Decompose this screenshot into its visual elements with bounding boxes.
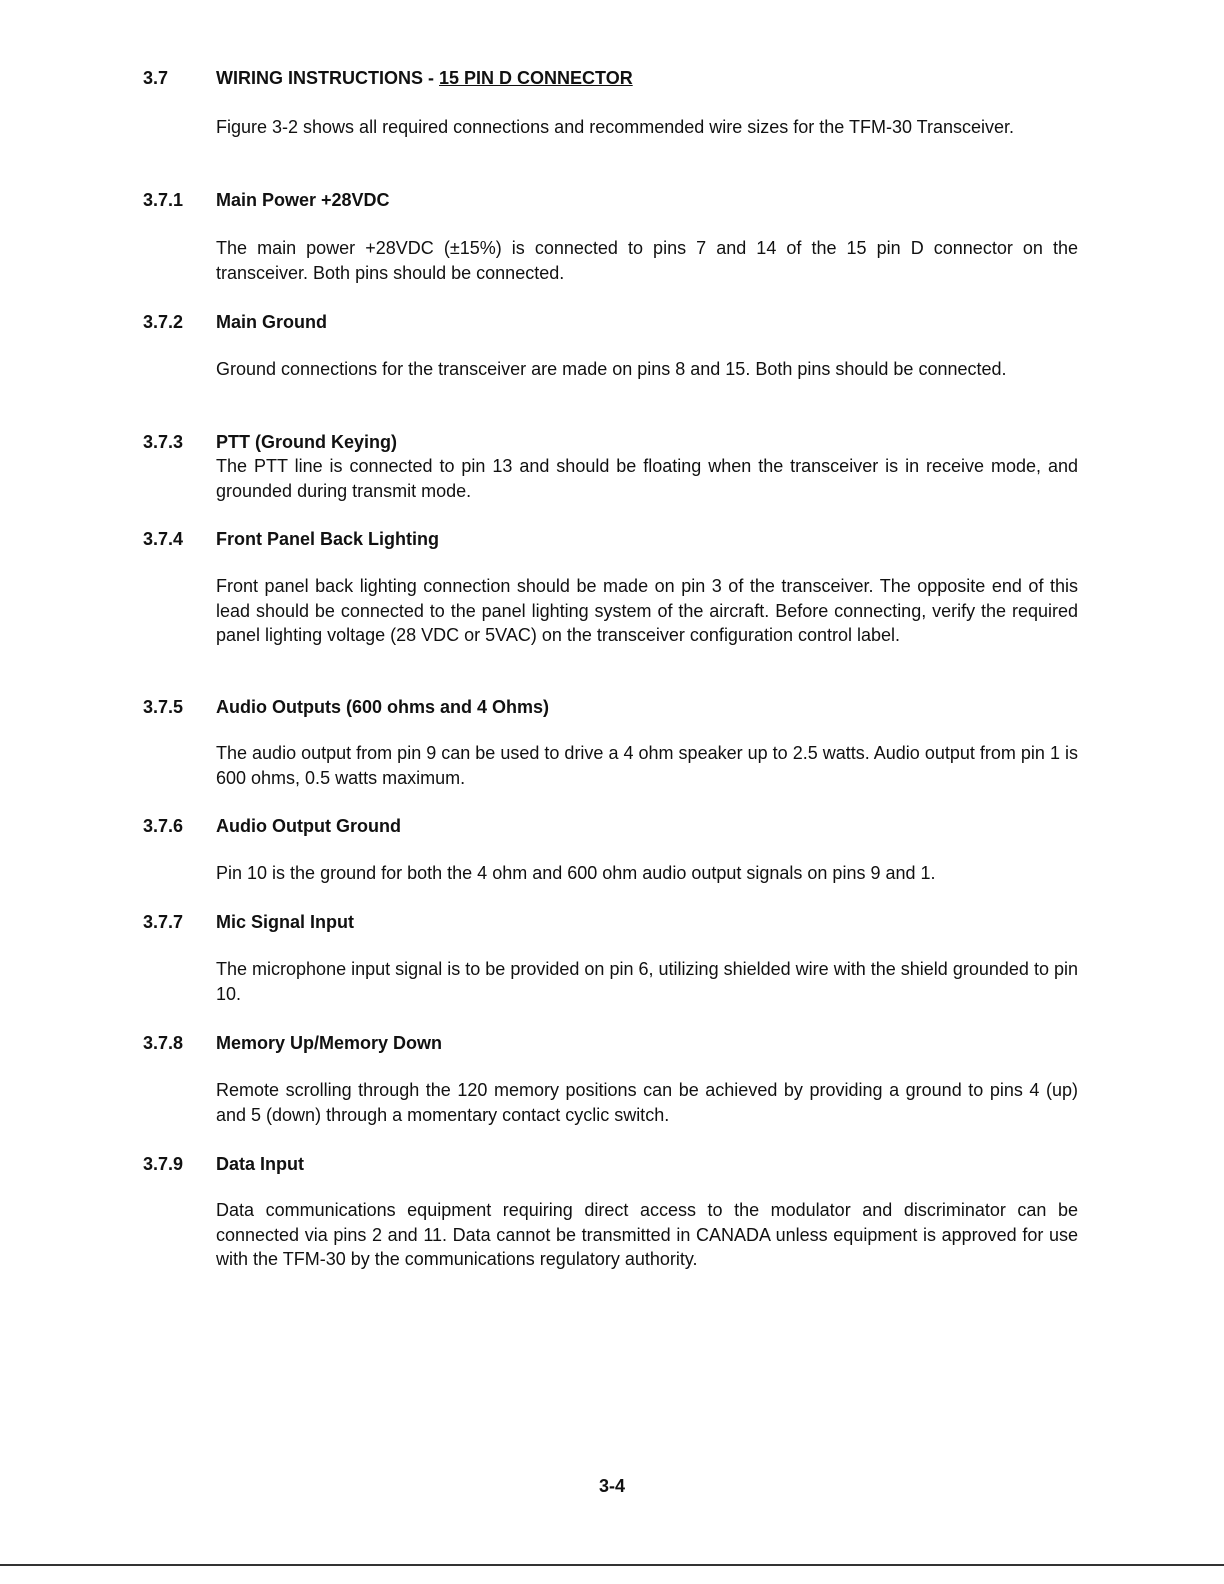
subsection-number: 3.7.3 bbox=[143, 432, 184, 452]
subsection-text: The PTT line is connected to pin 13 and should be floating when the transceiver is in receive mode, and grounded during transmit mode. bbox=[216, 456, 1078, 501]
subsection-number: 3.7.2 bbox=[143, 312, 184, 332]
subsection-number: 3.7.4 bbox=[143, 529, 184, 549]
section-title-prefix: WIRING INSTRUCTIONS - bbox=[216, 68, 439, 88]
subsection-title: Main Power +28VDC bbox=[216, 190, 390, 210]
subsection-text: Front panel back lighting connection should be made on pin 3 of the transceiver. The opposite end of this lead should be connected to the panel lighting system of the aircraft. Before connecting, verify the required panel lighting voltage (28 VDC or 5VAC) on the transceiver configuration control label. bbox=[216, 576, 1078, 646]
subsection-title: PTT (Ground Keying) bbox=[216, 432, 397, 452]
subsection-number: 3.7.8 bbox=[143, 1033, 184, 1053]
subsection-title: Audio Outputs (600 ohms and 4 Ohms) bbox=[216, 697, 550, 717]
section-title bbox=[216, 66, 633, 90]
subsection-text: The microphone input signal is to be provided on pin 6, utilizing shielded wire with the shield grounded to pin 10. bbox=[216, 959, 1078, 1004]
subsection-number: 3.7.7 bbox=[143, 912, 184, 932]
page-number: 3-4 bbox=[598, 1476, 625, 1496]
subsection-title: Main Ground bbox=[216, 312, 327, 332]
subsection-text: Remote scrolling through the 120 memory positions can be achieved by providing a ground to pins 4 (up) and 5 (down) through a momentary contact cyclic switch. bbox=[216, 1080, 1078, 1125]
subsection-text: Data communications equipment requiring direct access to the modulator and discriminator can be connected via pins 2 and 11. Data cannot be transmitted in CANADA unless equipment is approved for use with the TFM-30 by the communications regulatory authority. bbox=[216, 1200, 1078, 1270]
subsection-number: 3.7.1 bbox=[143, 190, 184, 210]
subsection-text: Pin 10 is the ground for both the 4 ohm and 600 ohm audio output signals on pins 9 and 1. bbox=[216, 863, 936, 883]
subsection-title: Mic Signal Input bbox=[216, 912, 354, 932]
bottom-divider bbox=[0, 1564, 1224, 1566]
subsection-number: 3.7.6 bbox=[143, 816, 184, 836]
subsection-number: 3.7.9 bbox=[143, 1154, 184, 1174]
subsection-text: The main power +28VDC (±15%) is connected to pins 7 and 14 of the 15 pin D connector on the transceiver. Both pins should be connected. bbox=[216, 238, 1078, 283]
subsection-number: 3.7.5 bbox=[143, 697, 184, 717]
subsection-title: Memory Up/Memory Down bbox=[216, 1033, 443, 1053]
section-intro: Figure 3-2 shows all required connections and recommended wire sizes for the TFM-30 Transceiver. bbox=[216, 117, 1015, 137]
subsection-text: Ground connections for the transceiver are made on pins 8 and 15. Both pins should be connected. bbox=[216, 359, 1007, 379]
section-number: 3.7 bbox=[143, 68, 169, 88]
subsection-title: Audio Output Ground bbox=[216, 816, 401, 836]
subsection-text: The audio output from pin 9 can be used to drive a 4 ohm speaker up to 2.5 watts. Audio output from pin 1 is 600 ohms, 0.5 watts maximum. bbox=[216, 743, 1078, 788]
subsection-title: Front Panel Back Lighting bbox=[216, 529, 440, 549]
subsection-title: Data Input bbox=[216, 1154, 304, 1174]
section-title-underlined: 15 PIN D CONNECTOR bbox=[439, 68, 633, 88]
